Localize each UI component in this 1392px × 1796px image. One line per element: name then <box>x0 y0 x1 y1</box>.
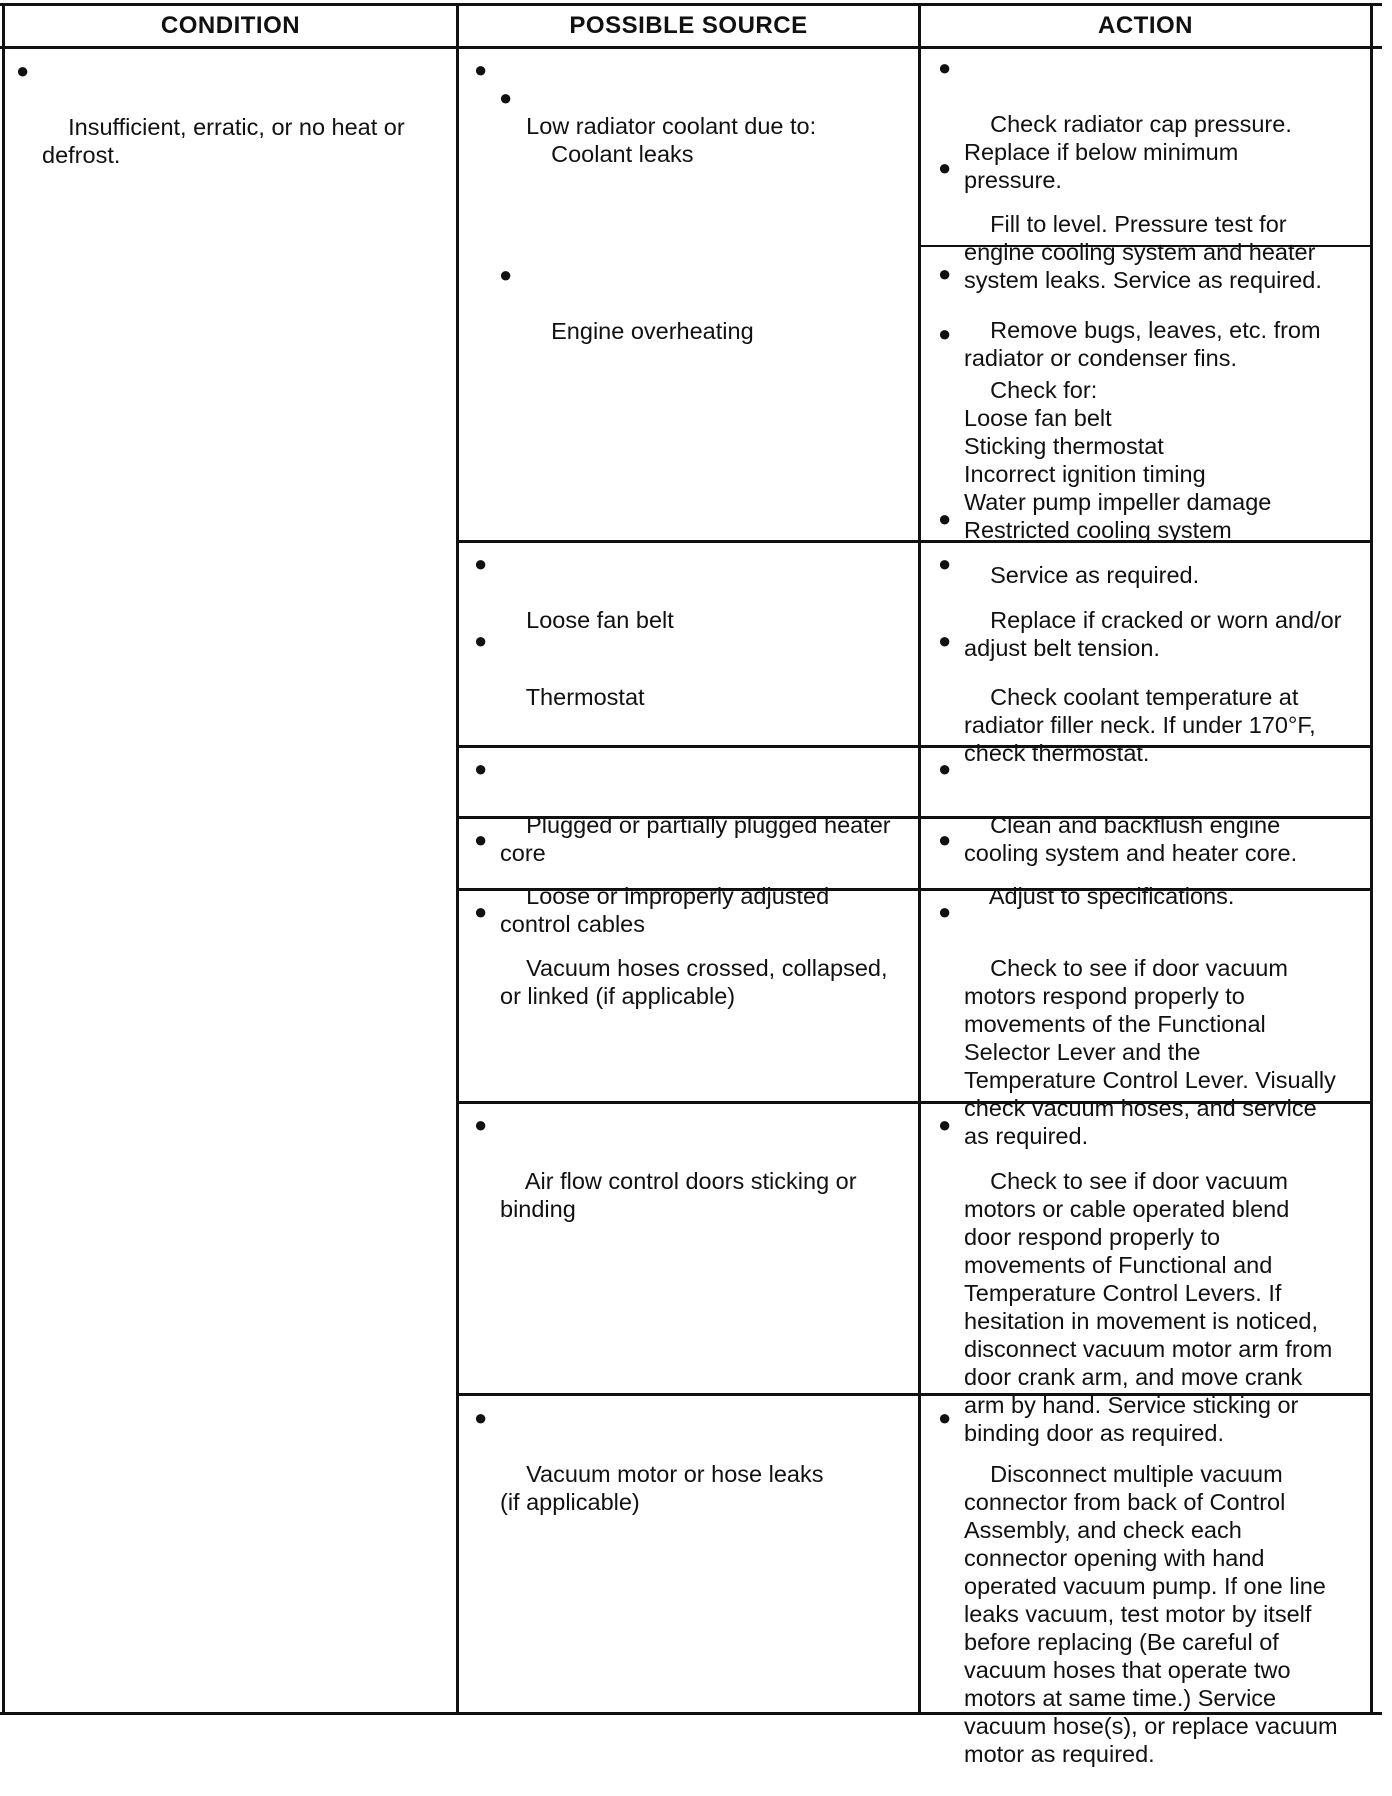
bullet-icon: ● <box>938 1112 952 1137</box>
bullet-icon: ● <box>938 155 952 180</box>
source-label: Loose or improperly adjusted control cables <box>500 883 830 937</box>
action-label: Remove bugs, leaves, etc. from radiator or condenser fins. <box>964 317 1321 371</box>
bullet-icon: ● <box>938 551 952 576</box>
action-label: Check coolant temperature at radiator filler neck. If under 170°F, check thermostat. <box>964 684 1316 766</box>
source-label: Loose fan belt <box>526 607 674 633</box>
source-air-flow-doors <box>474 1111 857 1251</box>
bullet-icon: ● <box>474 1112 488 1137</box>
header-action: ACTION <box>1098 12 1193 39</box>
action-label: Check to see if door vacuum motors or cable operated blend door respond properly to movements of Functional and Temperature Control Levers. If hesitation in movement is noticed, disconnect vacuum motor arm from door crank arm, and move crank arm by hand. Service sticking or binding door as required. <box>964 1168 1333 1446</box>
bullet-icon: ● <box>938 756 952 781</box>
bullet-icon: ● <box>938 261 952 286</box>
column-divider-2 <box>918 3 921 1715</box>
source-thermostat <box>474 627 645 739</box>
source-coolant-leaks <box>499 84 694 196</box>
bullet-icon: ● <box>938 827 952 852</box>
bullet-icon: ● <box>474 1405 488 1430</box>
bullet-icon: ● <box>938 899 952 924</box>
bullet-icon: ● <box>938 55 952 80</box>
source-label: Coolant leaks <box>551 141 694 167</box>
column-divider-1 <box>456 3 459 1715</box>
action-label: Check radiator cap pressure. Replace if below minimum pressure. <box>964 111 1292 193</box>
bullet-icon: ● <box>474 57 488 82</box>
action-label: Check to see if door vacuum motors respond properly to movements of the Functional Selector Lever and the Temperature Control Lever. Visually check vacuum hoses, and service as required. <box>964 955 1336 1149</box>
bullet-icon: ● <box>16 58 30 83</box>
action-label: Adjust to specifications. <box>988 883 1235 909</box>
bullet-icon: ● <box>474 628 488 653</box>
bullet-icon: ● <box>474 827 488 852</box>
action-label: Replace if cracked or worn and/or adjust belt tension. <box>964 607 1342 661</box>
table-right-border <box>1370 3 1373 1715</box>
action-vacuum-connector <box>938 1404 1338 1796</box>
bullet-icon: ● <box>499 85 513 110</box>
table-left-border <box>2 3 5 1715</box>
bullet-icon: ● <box>474 551 488 576</box>
condition-text <box>16 57 405 197</box>
action-label: Service as required. <box>990 562 1200 588</box>
action-label: Check for: Loose fan belt Sticking thermostat Incorrect ignition timing Water pump impeller damage Restricted cooling system <box>964 377 1272 543</box>
condition-label: Insufficient, erratic, or no heat or defrost. <box>42 114 405 168</box>
bullet-icon: ● <box>938 506 952 531</box>
source-label: Air flow control doors sticking or binding <box>500 1168 857 1222</box>
bullet-icon: ● <box>938 321 952 346</box>
action-label: Fill to level. Pressure test for engine cooling system and heater system leaks. Service as required. <box>964 211 1322 293</box>
header-condition: CONDITION <box>160 12 301 39</box>
source-vacuum-hoses-crossed <box>474 898 888 1038</box>
source-label: Vacuum hoses crossed, collapsed, or linked (if applicable) <box>500 955 888 1009</box>
source-label: Vacuum motor or hose leaks (if applicable) <box>500 1461 824 1515</box>
source-label: Plugged or partially plugged heater core <box>500 812 891 866</box>
bullet-icon: ● <box>499 262 513 287</box>
bullet-icon: ● <box>474 756 488 781</box>
action-label: Disconnect multiple vacuum connector from back of Control Assembly, and check each connector opening with hand operated vacuum pump. If one line leaks vacuum, test motor by itself before replacing (Be careful of vacuum hoses that operate two motors at same time.) Service vacuum hose(s), or replace vacuum motor as required. <box>964 1461 1338 1767</box>
source-label: Engine overheating <box>551 318 754 344</box>
source-label: Thermostat <box>525 684 645 710</box>
source-engine-overheating <box>499 261 754 373</box>
action-label: Clean and backflush engine cooling system and heater core. <box>964 812 1298 866</box>
source-label: Low radiator coolant due to: <box>526 113 817 139</box>
bullet-icon: ● <box>938 628 952 653</box>
source-vacuum-motor-leaks <box>474 1404 824 1544</box>
bullet-icon: ● <box>938 1405 952 1430</box>
header-possible-source: POSSIBLE SOURCE <box>569 12 808 39</box>
bullet-icon: ● <box>474 899 488 924</box>
